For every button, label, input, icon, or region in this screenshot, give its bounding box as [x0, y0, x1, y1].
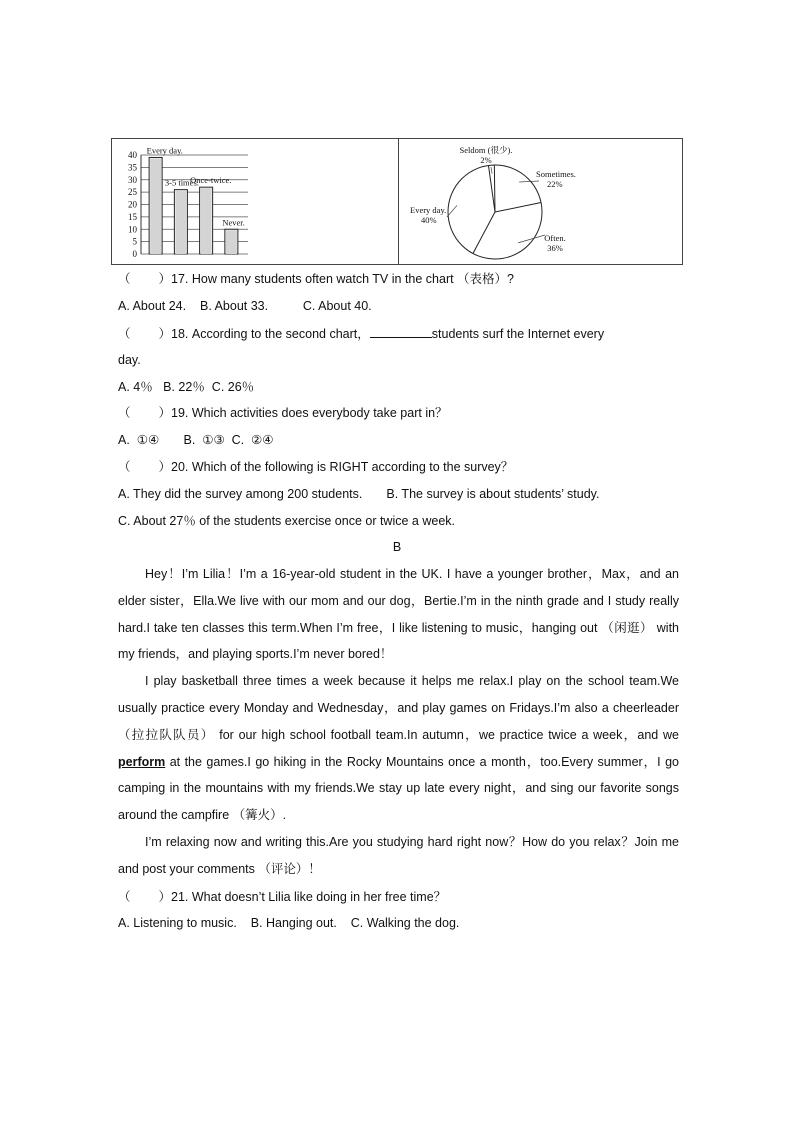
pie-chart [399, 139, 683, 264]
answer-paren-open: （ [118, 890, 131, 904]
question-20 [118, 459, 513, 475]
y-tick-label: 30 [128, 174, 137, 185]
answer-paren-open: （ [118, 327, 131, 341]
pie-slice-value: 22% [547, 179, 563, 189]
paragraph-2-text-end: at the games.I go hiking in the Rocky Mountains once a month，too.Every summer，I go camping in the mountains with my friends.We stay up late every night，and sing our favorite songs around the campfire （篝火）. [118, 754, 679, 823]
bar-label: Every day. [146, 145, 183, 156]
answer-blank [370, 325, 432, 338]
y-tick-label: 10 [128, 224, 137, 235]
pie-slice-value: 2% [480, 155, 492, 165]
passage [118, 561, 679, 883]
question-17-text: 17. How many students often watch TV in the chart （表格）? [171, 272, 515, 286]
y-tick-label: 20 [128, 199, 137, 210]
question-21-options: A. Listening to music. B. Hanging out. C. Walking the dog. [118, 916, 460, 930]
question-20-options-ab [118, 486, 599, 502]
passage-paragraph-1: Hey！I’m Lilia！I’m a 16-year-old student in the UK. I have a younger brother，Max，and an elder sister，Ella.We live with our mom and our dog，Bertie.I’m in the ninth grade and I study really hard.I take ten classes this term.When I’m free，I like listening to music，hanging out （闲逛） with my friends，and playing sports.I’m never bored！ [118, 567, 679, 662]
question-20-option-c: C. About 27％ of the students exercise once or twice a week. [118, 514, 455, 528]
y-tick-label: 35 [128, 162, 137, 173]
question-21 [118, 889, 446, 905]
bar-fill [201, 188, 212, 254]
y-tick-label: 15 [128, 211, 137, 222]
question-18-text-after: students surf the Internet every [431, 327, 605, 341]
y-tick-label: 40 [128, 150, 137, 160]
answer-paren-open: （ [118, 272, 131, 286]
answer-paren-open: （ [118, 406, 131, 420]
answer-paren-open: （ [118, 460, 131, 474]
question-17 [118, 271, 514, 287]
pie-slice-value: 40% [421, 215, 437, 225]
answer-paren-close: ） [158, 272, 172, 286]
answer-paren-close: ） [158, 460, 172, 474]
y-tick-label: 0 [132, 249, 137, 259]
bar-fill [226, 230, 237, 254]
perform-word: perform [118, 754, 166, 769]
bar-label: 3-5 times. [164, 177, 199, 188]
pie-slice-label: Often. [544, 233, 566, 243]
bar-fill [150, 158, 161, 254]
pie-slice-label: Seldom (很少). [459, 145, 513, 155]
y-tick-label: 25 [128, 187, 137, 198]
question-18-text-before: 18. According to the second chart， [171, 327, 370, 341]
bar-label: Once-twice. [190, 175, 232, 186]
paragraph-2-text: I play basketball three times a week because it helps me relax.I play on the school team.We usually practice every Monday and Wednesday，and play games on Fridays.I’m also a cheerleader （拉拉队队员） for our high school football team.In autumn，we practice twice a week，and we [118, 674, 679, 742]
bar-label: Never. [222, 217, 245, 228]
passage-paragraph-2 [118, 668, 679, 829]
answer-paren-close: ） [158, 890, 172, 904]
question-18-continuation: day. [118, 353, 141, 367]
question-17-options: A. About 24. B. About 33. C. About 40. [118, 299, 372, 313]
question-18 [118, 325, 604, 342]
question-20-option-b: B. The survey is about students’ study. [386, 487, 600, 501]
pie-slice-label: Every day. [410, 205, 447, 215]
question-19-text: 19. Which activities does everybody take part in？ [171, 406, 448, 420]
y-tick-label: 5 [132, 236, 137, 247]
answer-paren-close: ） [158, 327, 172, 341]
answer-paren-close: ） [158, 406, 172, 420]
survey-figure [111, 138, 683, 265]
question-20-option-a: A. They did the survey among 200 students. [118, 487, 363, 501]
question-18-options: A. 4％ B. 22％ C. 26％ [118, 380, 255, 394]
pie-slice-boundary [494, 165, 495, 212]
pie-slice-value: 36% [547, 243, 563, 253]
passage-paragraph-3: I’m relaxing now and writing this.Are you studying hard right now？How do you relax？Join me and post your comments （评论）！ [118, 834, 679, 876]
section-heading: B [392, 540, 402, 554]
pie-slice-label: Sometimes. [536, 169, 576, 179]
question-20-text: 20. Which of the following is RIGHT according to the survey？ [171, 460, 514, 474]
question-19 [118, 405, 448, 421]
bar-chart [112, 139, 398, 264]
question-21-text: 21. What doesn’t Lilia like doing in her free time？ [171, 890, 447, 904]
bar-fill [175, 191, 186, 254]
question-19-options: A. ①④ B. ①③ C. ②④ [118, 433, 274, 447]
